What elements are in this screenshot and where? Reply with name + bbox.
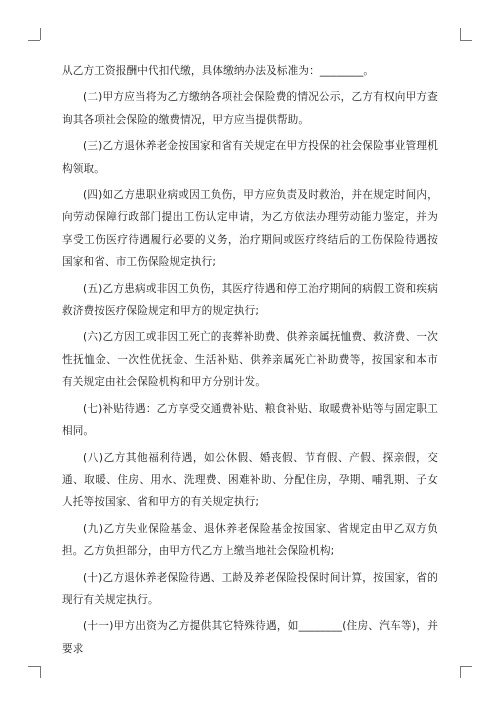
paragraph-clause-2: (二)甲方应当将为乙方缴纳各项社会保险费的情况公示，乙方有权向甲方查询其各项社会保险的缴费情况，甲方应当提供帮助。 — [62, 91, 438, 126]
paragraph-continuation: 从乙方工资报酬中代扣代缴，具体缴纳办法及标准为：________。 — [62, 65, 375, 77]
paragraph-clause-6: (六)乙方因工或非因工死亡的丧葬补助费、供养亲属抚恤费、救济费、一次性抚恤金、一次性优抚金、生活补贴、供养亲属死亡补助费等，按国家和本市有关规定由社会保险机构和甲方分别计发。 — [62, 331, 438, 389]
paragraph-clause-8: (八)乙方其他福利待遇，如公休假、婚丧假、节育假、产假、探亲假，交通、取暖、住房、用水、洗理费、困难补助、分配住房，孕期、哺乳期、子女人托等按国家、省和甲方的有关规定执行; — [62, 451, 438, 509]
paragraph-clause-5: (五)乙方患病或非因工负伤，其医疗待遇和停工治疗期间的病假工资和疾病救济费按医疗保险规定和甲方的规定执行; — [62, 282, 438, 318]
paragraph-clause-11: (十一)甲方出资为乙方提供其它特殊待遇，如________(住房、汽车等)，并要求 — [62, 620, 438, 655]
paragraph-clause-7: (七)补贴待遇：乙方享受交通费补贴、粮食补贴、取暖费补贴等与固定职工相同。 — [62, 402, 438, 438]
paragraph-clause-10: (十)乙方退休养老保险待遇、工龄及养老保险投保时间计算，按国家，省的现行有关规定执行。 — [62, 571, 438, 606]
paragraph-clause-9: (九)乙方失业保险基金、退休养老保险基金按国家、省规定由甲乙双方负担。乙方负担部分，由甲方代乙方上缴当地社会保险机构; — [62, 522, 438, 558]
paragraph-clause-3: (三)乙方退休养老金按国家和省有关规定在甲方投保的社会保险事业管理机构领取。 — [62, 140, 438, 175]
document-body — [62, 60, 438, 664]
paragraph-clause-4: (四)如乙方患职业病或因工负伤，甲方应负责及时救治，并在规定时间内，向劳动保障行政部门提出工伤认定申请，为乙方依法办理劳动能力鉴定，并为享受工伤医疗待遇履行必要的义务，治疗期间或医疗终结后的工伤保险待遇按国家和省、市工伤保险规定执行; — [62, 189, 438, 269]
